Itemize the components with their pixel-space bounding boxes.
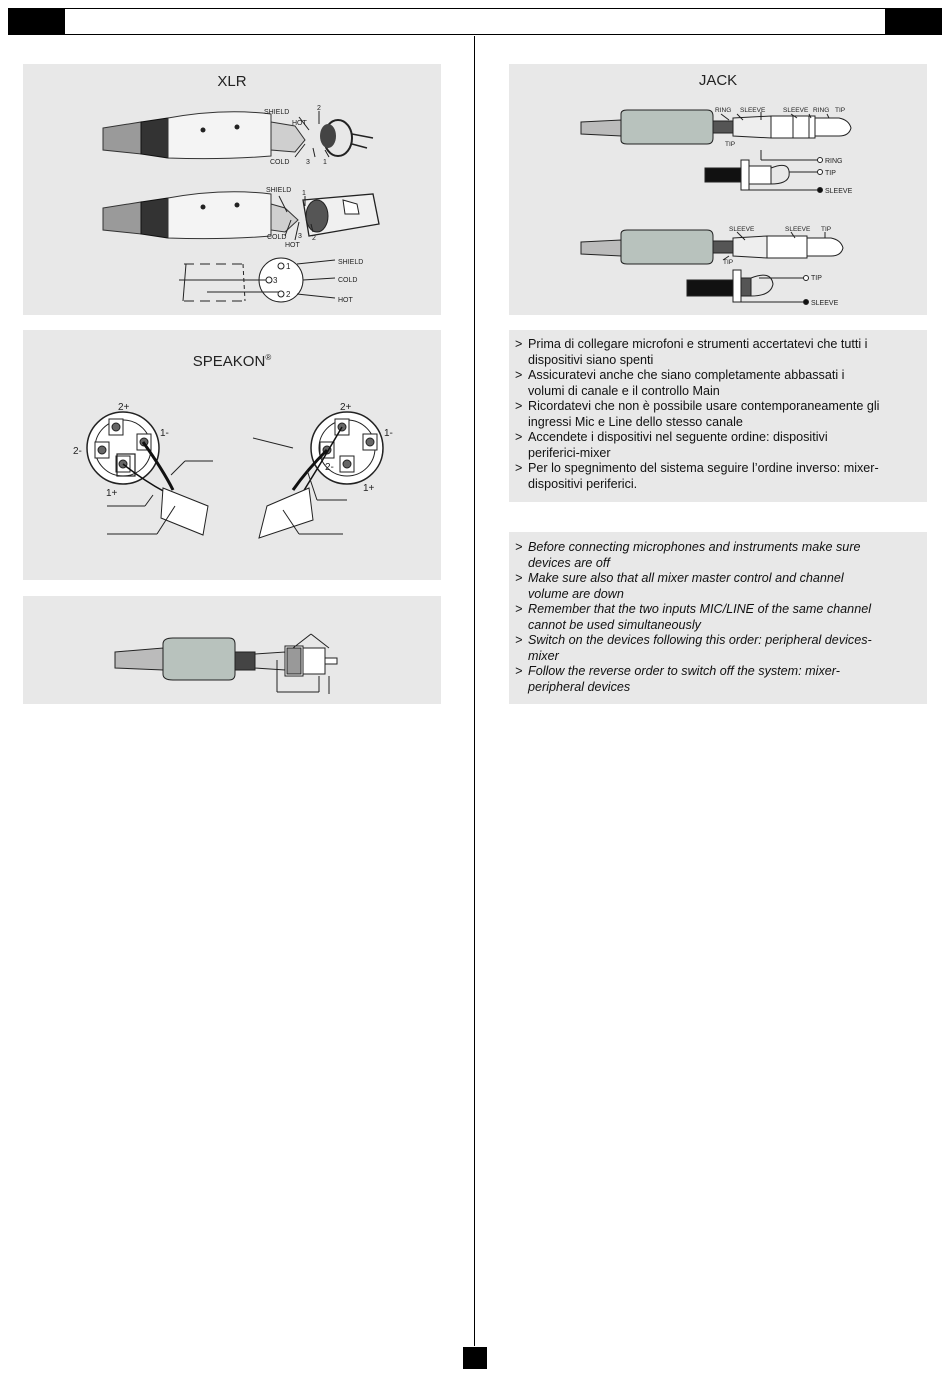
rca-plug-illustration xyxy=(23,596,441,704)
speakon-left-pin-1minus: 1- xyxy=(160,428,169,439)
xlr-bottom-pin2-label: 2 xyxy=(312,235,316,242)
list-item xyxy=(509,540,923,571)
xlr-bottom-cold-label: COLD xyxy=(267,234,287,241)
xlr-panel xyxy=(23,64,441,315)
speakon-left-connector xyxy=(87,412,213,535)
jack-mono-wiring-sleeve: SLEEVE xyxy=(811,300,839,307)
xlr-top-shield-label: SHIELD xyxy=(264,109,290,116)
header-tab-right xyxy=(885,8,942,35)
xlr-top-pin1-label: 1 xyxy=(323,159,327,166)
note-line-1: Make sure also that all mixer master control and channel xyxy=(528,571,844,585)
list-item xyxy=(509,633,923,664)
notes-italian-list xyxy=(509,337,923,492)
speakon-left-pin-2plus: 2+ xyxy=(118,402,130,413)
note-line-2: dispositivi periferici. xyxy=(528,476,638,491)
jack-stereo-sleeve-label-2: SLEEVE xyxy=(783,107,809,114)
notes-english-list xyxy=(509,540,923,695)
notes-english-panel xyxy=(509,532,927,704)
xlr-schematic-hot-label: HOT xyxy=(338,297,353,304)
jack-stereo-sleeve-label-1: SLEEVE xyxy=(740,107,766,114)
column-divider xyxy=(474,36,475,1346)
note-line-1: Prima di collegare microfoni e strumenti accertatevi che tutti i xyxy=(528,337,868,351)
list-item xyxy=(509,571,923,602)
bullet-marker: > xyxy=(515,337,523,351)
header-bar xyxy=(8,8,942,35)
xlr-schematic-pin1: 1 xyxy=(286,262,291,271)
note-line-1: Follow the reverse order to switch off the system: mixer- xyxy=(528,664,840,678)
note-line-1: Accendete i dispositivi nel seguente ordine: dispositivi xyxy=(528,430,828,444)
bullet-marker: > xyxy=(515,664,523,678)
xlr-top-cold-label: COLD xyxy=(270,159,290,166)
note-line-2: periferici-mixer xyxy=(528,445,611,460)
bullet-marker: > xyxy=(515,399,523,413)
note-line-1: Per lo spegnimento del sistema seguire l’ordine inverso: mixer- xyxy=(528,461,879,475)
jack-stereo-wiring-ring: RING xyxy=(825,158,843,165)
speakon-right-pin-2plus: 2+ xyxy=(340,402,352,413)
speakon-left-pin-2minus: 2- xyxy=(73,446,82,457)
note-line-1: Assicuratevi anche che siano completamente abbassati i xyxy=(528,368,845,382)
speakon-left-pin-1plus: 1+ xyxy=(106,488,118,499)
speakon-panel xyxy=(23,330,441,580)
jack-mono-tip-label-1: TIP xyxy=(821,226,832,233)
jack-mono-wiring xyxy=(687,270,809,305)
list-item xyxy=(509,602,923,633)
xlr-schematic-cold-label: COLD xyxy=(338,277,358,284)
jack-stereo-tip-label-1: TIP xyxy=(835,107,846,114)
speakon-right-pin-2minus: 2- xyxy=(325,462,334,473)
speakon-diagram xyxy=(23,330,441,580)
xlr-bottom-hot-label: HOT xyxy=(285,242,300,249)
jack-stereo-wiring-sleeve: SLEEVE xyxy=(825,188,853,195)
xlr-diagram xyxy=(23,64,441,315)
note-line-2: volumi di canale e il controllo Main xyxy=(528,383,720,398)
bullet-marker: > xyxy=(515,368,523,382)
note-line-2: devices are off xyxy=(528,555,610,570)
jack-stereo-wiring-tip: TIP xyxy=(825,170,836,177)
list-item xyxy=(509,399,923,430)
jack-panel xyxy=(509,64,927,315)
note-line-1: Remember that the two inputs MIC/LINE of the same channel xyxy=(528,602,871,616)
note-line-2: cannot be used simultaneously xyxy=(528,617,701,632)
jack-stereo-ring-label-2: RING xyxy=(813,107,830,114)
speakon-right-pin-1minus: 1- xyxy=(384,428,393,439)
note-line-2: peripheral devices xyxy=(528,679,631,694)
note-line-1: Ricordatevi che non è possibile usare contemporaneamente gli xyxy=(528,399,880,413)
speakon-right-pin-1plus: 1+ xyxy=(363,483,375,494)
jack-stereo-tip-label-2: TIP xyxy=(725,141,736,148)
xlr-schematic-pin2: 2 xyxy=(286,290,291,299)
jack-mono-sleeve-label-1: SLEEVE xyxy=(729,226,755,233)
xlr-top-pin3-label: 3 xyxy=(306,159,310,166)
note-line-2: mixer xyxy=(528,648,559,663)
jack-stereo-plug-illustration xyxy=(581,110,851,144)
xlr-female-plug-illustration xyxy=(103,192,379,240)
note-line-2: ingressi Mic e Line dello stesso canale xyxy=(528,414,743,429)
xlr-bottom-shield-label: SHIELD xyxy=(266,187,292,194)
xlr-title: XLR xyxy=(217,73,247,90)
rca-panel xyxy=(23,596,441,704)
xlr-schematic-pin3: 3 xyxy=(273,276,278,285)
jack-stereo-wiring xyxy=(705,150,823,193)
bullet-marker: > xyxy=(515,540,523,554)
jack-mono-plug-illustration xyxy=(581,230,843,264)
jack-diagram xyxy=(509,64,927,315)
note-line-1: Switch on the devices following this order: peripheral devices- xyxy=(528,633,872,647)
bullet-marker: > xyxy=(515,461,523,475)
xlr-top-hot-label: HOT xyxy=(292,120,307,127)
note-line-1: Before connecting microphones and instruments make sure xyxy=(528,540,861,554)
jack-mono-wiring-tip: TIP xyxy=(811,275,822,282)
note-line-2: volume are down xyxy=(528,586,624,601)
bullet-marker: > xyxy=(515,633,523,647)
list-item xyxy=(509,337,923,368)
xlr-male-plug-illustration xyxy=(103,111,373,159)
jack-title: JACK xyxy=(698,72,738,89)
notes-italian-panel xyxy=(509,330,927,502)
jack-mono-tip-label-2: TIP xyxy=(723,259,734,266)
speakon-title-text: SPEAKON xyxy=(192,353,266,370)
list-item xyxy=(509,461,923,492)
bullet-marker: > xyxy=(515,602,523,616)
speakon-right-connector xyxy=(253,412,383,538)
xlr-bottom-pin1-label: 1 xyxy=(302,190,306,197)
page-number-box xyxy=(463,1347,487,1369)
xlr-top-pin2-label: 2 xyxy=(317,105,321,112)
xlr-bottom-pin3-label: 3 xyxy=(298,233,302,240)
header-tab-left xyxy=(8,8,65,35)
note-line-2: dispositivi siano spenti xyxy=(528,352,654,367)
list-item xyxy=(509,430,923,461)
xlr-schematic-shield-label: SHIELD xyxy=(338,259,364,266)
list-item xyxy=(509,664,923,695)
xlr-wiring-schematic xyxy=(179,258,335,302)
bullet-marker: > xyxy=(515,571,523,585)
jack-mono-sleeve-label-2: SLEEVE xyxy=(785,226,811,233)
list-item xyxy=(509,368,923,399)
bullet-marker: > xyxy=(515,430,523,444)
jack-stereo-ring-label-1: RING xyxy=(715,107,732,114)
registered-mark: ® xyxy=(265,353,272,362)
